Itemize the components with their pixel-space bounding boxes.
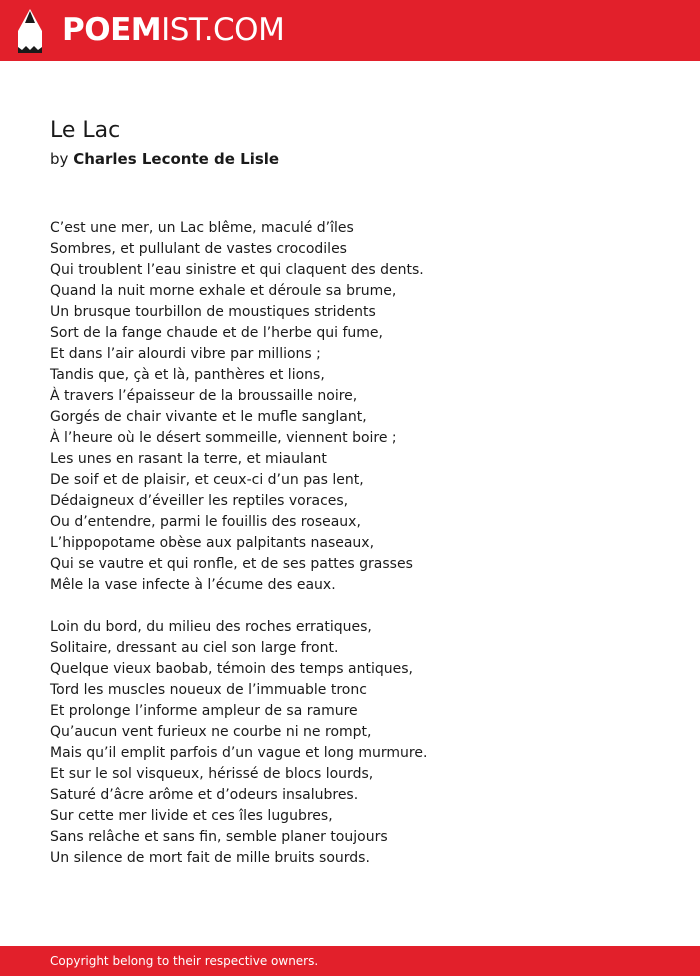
poem-line: Quelque vieux baobab, témoin des temps antiques, [50, 661, 413, 677]
poem-line: À l’heure où le désert sommeille, viennent boire ; [50, 430, 397, 446]
poem-line: Solitaire, dressant au ciel son large front. [50, 640, 339, 656]
site-logo[interactable] [62, 11, 284, 49]
poem-line: Qui troublent l’eau sinistre et qui claquent des dents. [50, 262, 424, 278]
poem-author: Charles Leconte de Lisle [73, 150, 280, 168]
logo-bold-text: POEM [62, 12, 162, 48]
poem-line: C’est une mer, un Lac blême, maculé d’îles [50, 220, 354, 236]
site-header [0, 0, 700, 61]
poem-line: Tandis que, çà et là, panthères et lions, [50, 367, 325, 383]
pencil-icon[interactable] [16, 9, 44, 53]
poem-byline [50, 148, 279, 170]
stanza [50, 218, 670, 596]
poem-line: Un silence de mort fait de mille bruits sourds. [50, 850, 370, 866]
poem-line: Sans relâche et sans fin, semble planer toujours [50, 829, 388, 845]
poem-line: Et dans l’air alourdi vibre par millions ; [50, 346, 321, 362]
logo-light-text: IST.COM [161, 12, 285, 48]
poem-line: Gorgés de chair vivante et le mufle sanglant, [50, 409, 367, 425]
poem-line: Qu’aucun vent furieux ne courbe ni ne rompt, [50, 724, 372, 740]
poem-line: Un brusque tourbillon de moustiques stridents [50, 304, 376, 320]
poem-line: Mais qu’il emplit parfois d’un vague et long murmure. [50, 745, 428, 761]
poem-line: Quand la nuit morne exhale et déroule sa brume, [50, 283, 397, 299]
poem-line: Et sur le sol visqueux, hérissé de blocs lourds, [50, 766, 374, 782]
poem-line: Saturé d’âcre arôme et d’odeurs insalubres. [50, 787, 359, 803]
site-footer [0, 946, 700, 976]
by-label: by [50, 150, 69, 168]
poem-body [50, 218, 670, 890]
stanza [50, 617, 670, 869]
copyright-notice: Copyright belong to their respective owners. [50, 954, 319, 968]
poem-line: Et prolonge l’informe ampleur de sa ramure [50, 703, 358, 719]
poem-line: Qui se vautre et qui ronfle, et de ses pattes grasses [50, 556, 413, 572]
poem-title: Le Lac [50, 118, 121, 143]
poem-line: Loin du bord, du milieu des roches erratiques, [50, 619, 372, 635]
poem-line: Sort de la fange chaude et de l’herbe qui fume, [50, 325, 383, 341]
poem-line: De soif et de plaisir, et ceux-ci d’un pas lent, [50, 472, 364, 488]
poem-line: Tord les muscles noueux de l’immuable tronc [50, 682, 367, 698]
poem-line: L’hippopotame obèse aux palpitants naseaux, [50, 535, 375, 551]
poem-line: Dédaigneux d’éveiller les reptiles voraces, [50, 493, 349, 509]
poem-line: Sur cette mer livide et ces îles lugubres, [50, 808, 333, 824]
poem-line: Les unes en rasant la terre, et miaulant [50, 451, 327, 467]
poem-line: Sombres, et pullulant de vastes crocodiles [50, 241, 347, 257]
poem-line: Ou d’entendre, parmi le fouillis des roseaux, [50, 514, 361, 530]
poem-line: Mêle la vase infecte à l’écume des eaux. [50, 577, 336, 593]
poem-line: À travers l’épaisseur de la broussaille noire, [50, 388, 358, 404]
